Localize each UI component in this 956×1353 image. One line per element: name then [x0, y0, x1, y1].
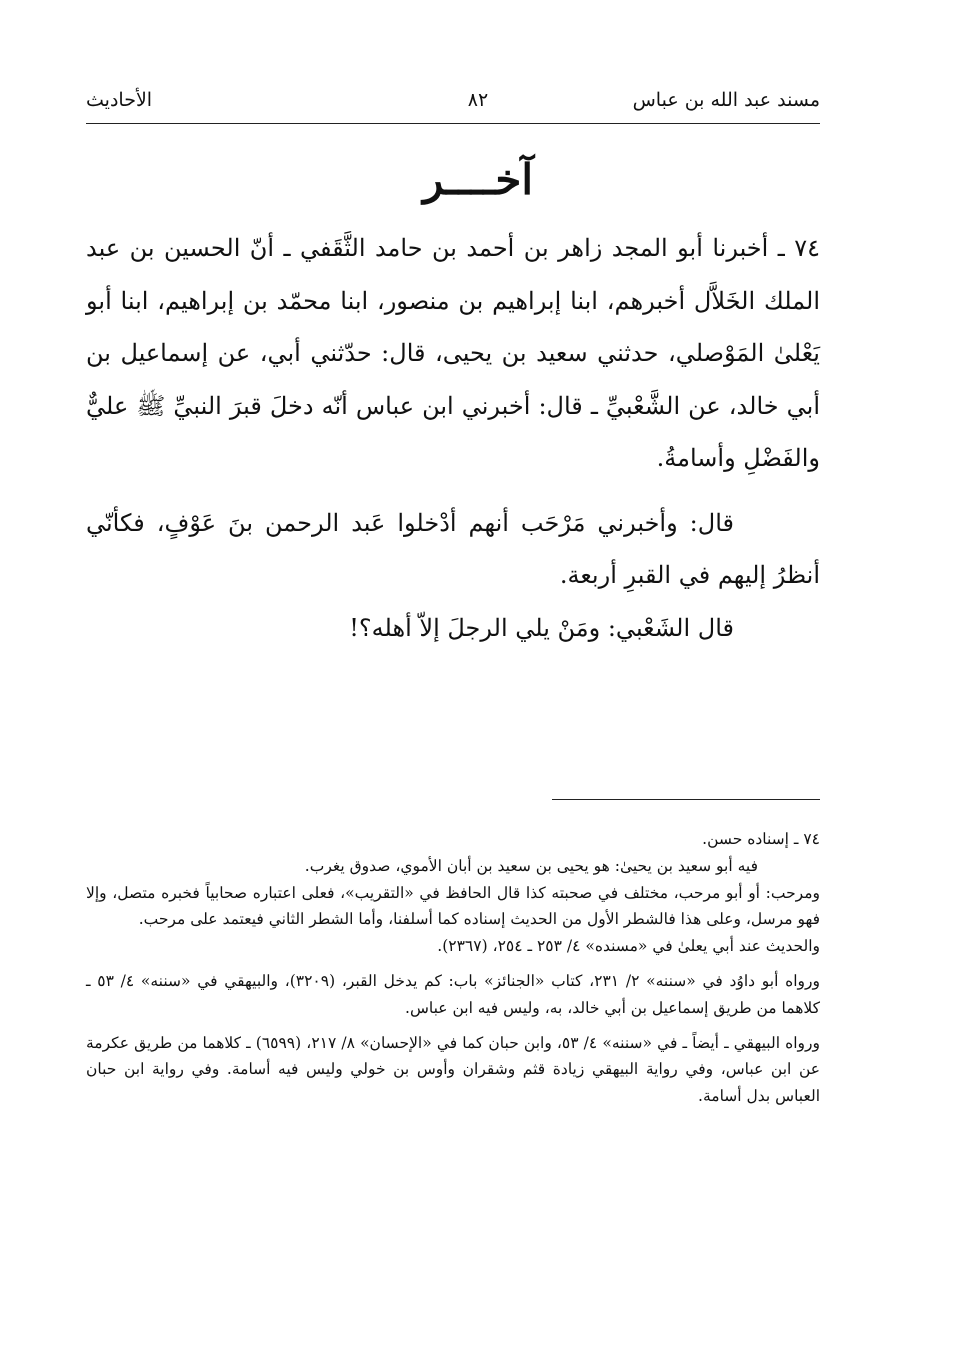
hadith-paragraph-2: قال: وأخبرني مَرْحَب أنهم أدْخلوا عَبد الرحمن بنَ عَوْفٍ، فكأنّي أنظرُ إليهم في القبرِ أربعة.	[86, 508, 820, 589]
footnote-line: ورواه أبو داوُد في «سننه» ٢/ ٢٣١، كتاب «الجنائز» باب: كم يدخل القبر، (٣٢٠٩)، والبيهقي في «سننه» ٤/ ٥٣ ـ كلاهما من طريق إسماعيل بن أبي خالد، به، وليس فيه ابن عباس.	[86, 971, 820, 1017]
hadith-paragraph-3: قال الشَعْبي: ومَنْ يلي الرجلَ إلاّ أهله؟!	[349, 613, 734, 642]
header-rule	[86, 123, 820, 124]
footnotes	[86, 826, 820, 1110]
running-head-section: الأحاديث	[86, 89, 153, 111]
footnote-line: ٧٤ ـ إسناده حسن.	[702, 830, 820, 848]
footnote-separator	[552, 799, 820, 800]
main-text	[86, 222, 820, 654]
page-number: ٨٢	[467, 89, 489, 111]
footnote-line: ورواه البيهقي ـ أيضاً ـ في «سننه» ٤/ ٥٣، وابن حبان كما في «الإحسان» ٨/ ٢١٧، (٦٥٩٩) ـ كلاهما من طريق عكرمة عن ابن عباس، وفي رواية البيهقي زيادة قثم وشقران وأوس بن خولي وليس فيه أسامة. وفي رواية ابن حبان العباس بدل أسامة.	[86, 1033, 820, 1106]
footnote-line: والحديث عند أبي يعلىٰ في «مسنده» ٤/ ٢٥٣ ـ ٢٥٤، (٢٣٦٧).	[437, 937, 820, 956]
running-head-book-title: مسند عبد الله بن عباس	[632, 89, 820, 111]
footnote-line: فيه أبو سعيد بن يحيىٰ: هو يحيى بن سعيد بن أبان الأموي، صدوق يغرب.	[304, 856, 758, 875]
footnote-line: ومرحب: أو أبو مرحب، مختلف في صحبته كذا قال الحافظ في «التقريب»، فعلى اعتباره صحابياً فخبره متصل، وإلا فهو مرسل، وعلى هذا فالشطر الأول من الحديث إسناده كما أسلفنا، وأما الشطر الثاني فيعتمد على مرحب.	[86, 883, 820, 929]
section-heading: آخــــر	[422, 155, 534, 204]
hadith-paragraph: ٧٤ ـ أخبرنا أبو المجد زاهر بن أحمد بن حامد الثَّقَفي ـ أنّ الحسين بن عبد الملك الخَلاَّل أخبرهم، ابنا إبراهيم بن منصور، ابنا محمّد بن إبراهيم، ابنا أبو يَعْلىٰ المَوْصلي، حدثني سعيد بن يحيى، قال: حدّثني أبي، عن إسماعيل بن أبي خالد، عن الشَّعْبيِّ ـ قال: أخبرني ابن عباس أنّه دخلَ قبرَ النبيِّ ﷺ عليٌّ والفَضْلِ وأسامةُ.	[86, 234, 820, 472]
